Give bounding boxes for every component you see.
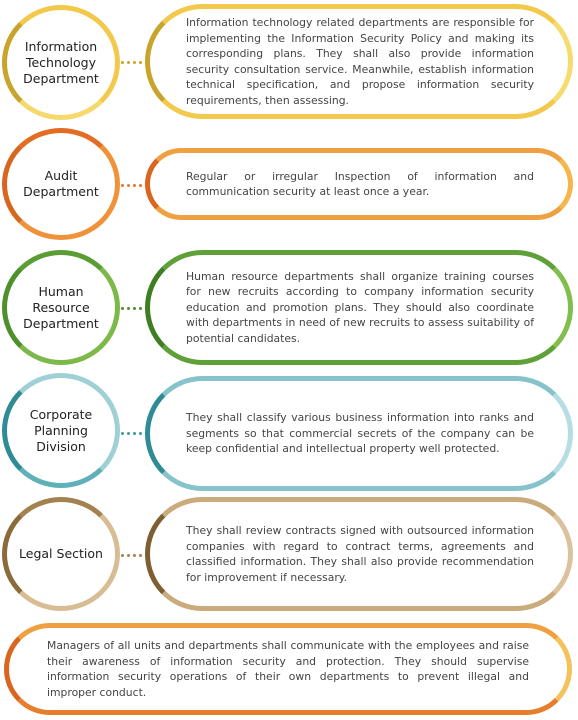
hr-description-text: Human resource departments shall organize training courses for new recruits according to company information security education and promotion plans. They should also coordinate with departments in need of new recruits to assess suitability of potential candidates.: [186, 269, 534, 345]
audit-description-text: Regular or irregular Inspection of information and communication security at least once a year.: [186, 169, 534, 198]
hr-description-box: [145, 250, 573, 365]
managers-note-text: Managers of all units and departments shall communicate with the employees and raise their awareness of information security and protection. They should supervise information security operations of their own departments to prevent illegal and improper conduct.: [47, 639, 529, 699]
legal-description-text: They shall review contracts signed with outsourced information companies with regard to contract terms, agreements and classified information. They shall also provide recommendation for improvement if necessary.: [186, 524, 534, 584]
it-description-box: [145, 4, 573, 119]
legal-section-circle: [2, 497, 120, 611]
planning-division-name: Corporate Planning Division: [29, 406, 93, 454]
audit-department-name: Audit Department: [23, 168, 99, 199]
it-connector-dots: [121, 60, 148, 64]
hr-department-circle: [2, 250, 120, 365]
hr-department-name: Human Resource Department: [23, 283, 99, 331]
hr-connector-dots: [121, 306, 148, 310]
audit-description-box: [145, 148, 573, 220]
legal-section-name: Legal Section: [19, 546, 103, 561]
it-description-text: Information technology related departments are responsible for implementing the Information Security Policy and making its corresponding plans. They shall also provide information security consultation service. Meanwhile, establish information technical specification, and propose information security requirements, then assessing.: [186, 16, 534, 107]
legal-description-box: [145, 497, 573, 611]
managers-note-box: [4, 623, 572, 715]
it-department-name: Information Technology Department: [23, 38, 99, 86]
it-department-circle: [2, 5, 120, 120]
planning-description-text: They shall classify various business information into ranks and segments so that commercial secrets of the company can be keep confidential and intellectual property well protected.: [186, 411, 534, 456]
legal-connector-dots: [121, 553, 148, 557]
planning-division-circle: [2, 373, 120, 488]
audit-department-circle: [2, 128, 120, 240]
planning-description-box: [145, 376, 573, 491]
audit-connector-dots: [121, 183, 148, 187]
planning-connector-dots: [121, 431, 148, 435]
